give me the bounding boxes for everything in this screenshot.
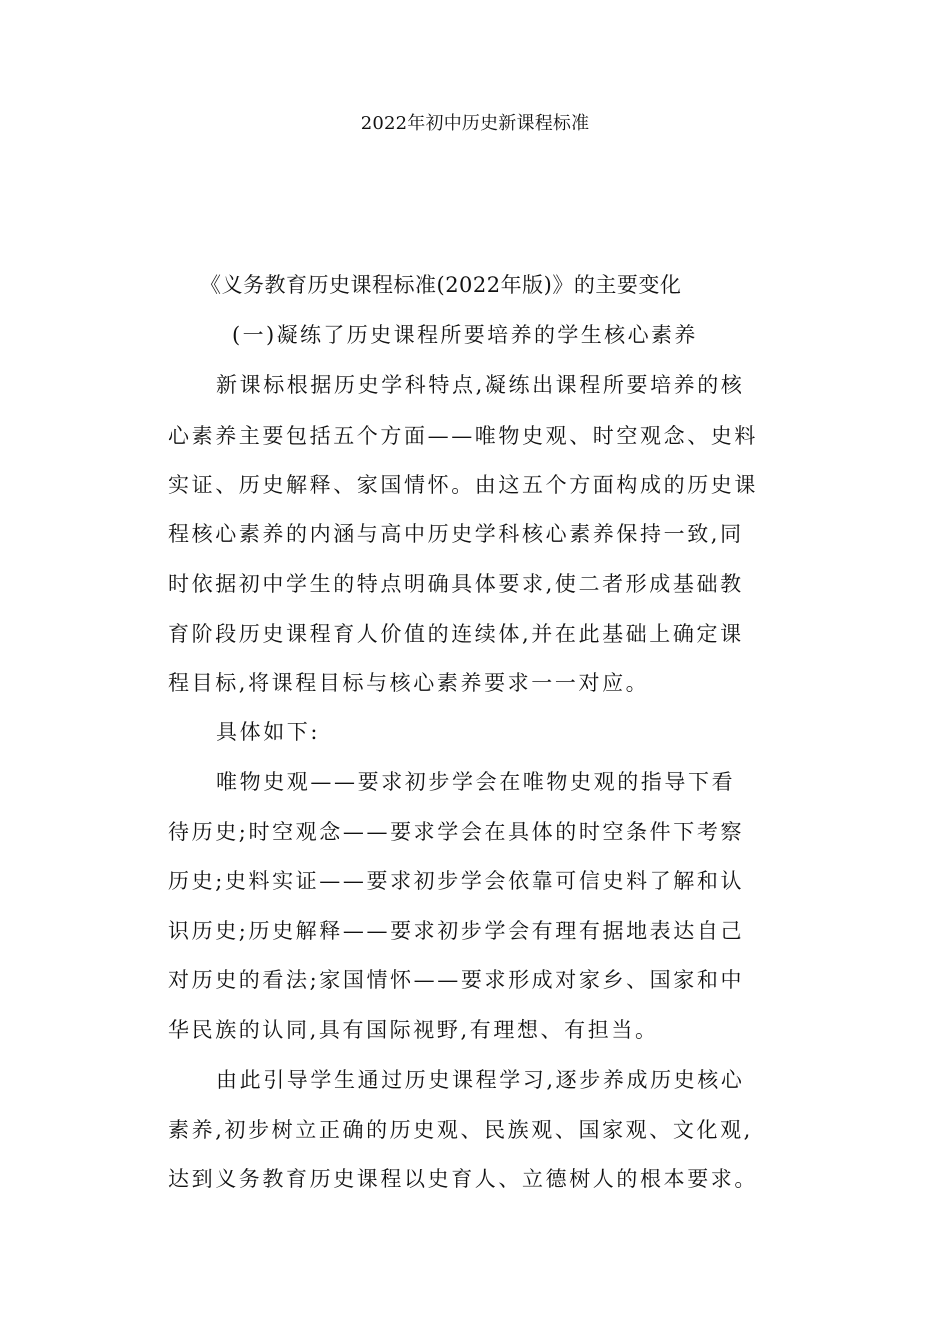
paragraph-line: 程核心素养的内涵与高中历史学科核心素养保持一致,同 [168,522,744,546]
paragraph-line: 实证、历史解释、家国情怀。由这五个方面构成的历史课 [168,473,758,497]
section-heading: (一)凝练了历史课程所要培养的学生核心素养 [232,323,698,347]
paragraph-line: 程目标,将课程目标与核心素养要求一一对应。 [168,671,650,695]
paragraph-line: 华民族的认同,具有国际视野,有理想、有担当。 [168,1018,659,1042]
document-subtitle: 《义务教育历史课程标准(2022年版)》的主要变化 [200,273,682,297]
paragraph-line: 历史;史料实证——要求初步学会依靠可信史料了解和认 [168,869,745,893]
paragraph-line: 新课标根据历史学科特点,凝练出课程所要培养的核 [216,373,745,397]
paragraph-line: 由此引导学生通过历史课程学习,逐步养成历史核心 [216,1068,745,1092]
paragraph-line: 育阶段历史课程育人价值的连续体,并在此基础上确定课 [168,622,744,646]
paragraph-line: 心素养主要包括五个方面——唯物史观、时空观念、史料 [168,424,758,448]
paragraph-line: 对历史的看法;家国情怀——要求形成对家乡、国家和中 [168,968,745,992]
paragraph-line: 识历史;历史解释——要求初步学会有理有据地表达自己 [168,919,745,943]
paragraph-line: 达到义务教育历史课程以史育人、立德树人的根本要求。 [168,1167,758,1191]
paragraph-line: 唯物史观——要求初步学会在唯物史观的指导下看 [216,770,736,794]
paragraph-line: 具体如下: [216,720,321,744]
document-title: 2022年初中历史新课程标准 [360,113,590,134]
paragraph-line: 时依据初中学生的特点明确具体要求,使二者形成基础教 [168,572,744,596]
paragraph-line: 待历史;时空观念——要求学会在具体的时空条件下考察 [168,820,745,844]
paragraph-line: 素养,初步树立正确的历史观、民族观、国家观、文化观, [168,1118,753,1142]
